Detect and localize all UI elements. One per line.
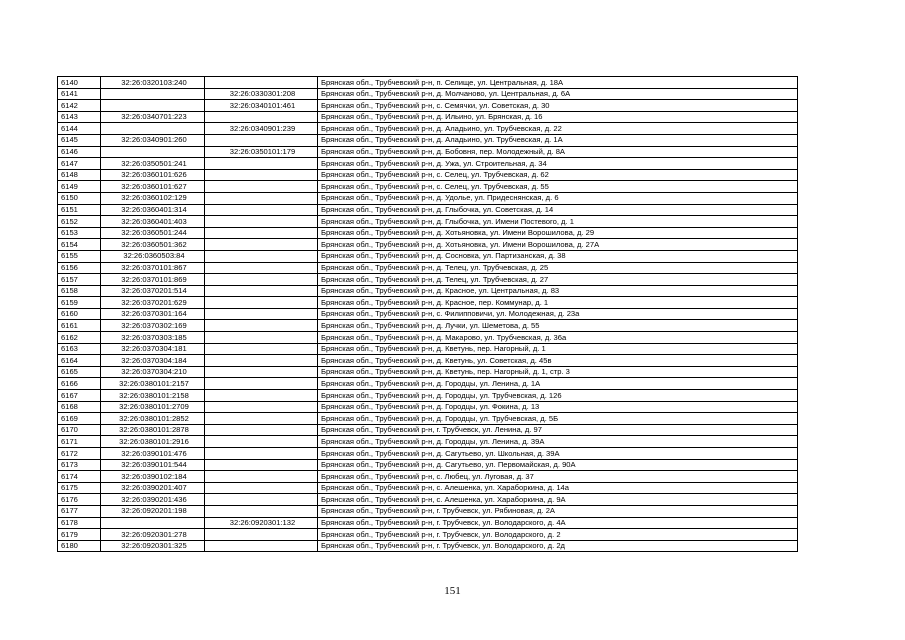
row-number-cell: 6147	[58, 158, 101, 170]
table-body	[58, 77, 798, 552]
cadastral-number-cell: 32:26:0380101:2158	[101, 390, 205, 402]
cadastral-number-cell: 32:26:0360501:362	[101, 239, 205, 251]
table-row	[58, 471, 798, 483]
address-cell: Брянская обл., Трубчевский р-н, д. Красное, ул. Центральная, д. 83	[318, 285, 798, 297]
row-number-cell: 6179	[58, 529, 101, 541]
address-cell: Брянская обл., Трубчевский р-н, г. Трубчевск, ул. Володарского, д. 4А	[318, 517, 798, 529]
cadastral-number-alt-cell	[205, 482, 318, 494]
table-row	[58, 262, 798, 274]
row-number-cell: 6150	[58, 192, 101, 204]
cadastral-number-alt-cell	[205, 378, 318, 390]
table-row	[58, 146, 798, 158]
row-number-cell: 6172	[58, 448, 101, 460]
address-cell: Брянская обл., Трубчевский р-н, с. Селец, ул. Трубчевская, д. 55	[318, 181, 798, 193]
address-cell: Брянская обл., Трубчевский р-н, д. Ильино, ул. Брянская, д. 16	[318, 111, 798, 123]
table-row	[58, 181, 798, 193]
cadastral-number-cell: 32:26:0370302:169	[101, 320, 205, 332]
address-cell: Брянская обл., Трубчевский р-н, с. Алешенка, ул. Хараборкина, д. 9А	[318, 494, 798, 506]
cadastral-number-cell: 32:26:0920301:278	[101, 529, 205, 541]
cadastral-number-cell: 32:26:0390201:407	[101, 482, 205, 494]
table-row	[58, 169, 798, 181]
table-row	[58, 88, 798, 100]
address-cell: Брянская обл., Трубчевский р-н, п. Селище, ул. Центральная, д. 18А	[318, 77, 798, 89]
row-number-cell: 6154	[58, 239, 101, 251]
cadastral-number-cell: 32:26:0920301:325	[101, 540, 205, 552]
address-cell: Брянская обл., Трубчевский р-н, д. Кветунь, пер. Нагорный, д. 1, стр. 3	[318, 366, 798, 378]
table-row	[58, 332, 798, 344]
cadastral-number-alt-cell	[205, 158, 318, 170]
address-cell: Брянская обл., Трубчевский р-н, д. Бобовня, пер. Молодежный, д. 8А	[318, 146, 798, 158]
cadastral-number-alt-cell	[205, 390, 318, 402]
cadastral-number-cell: 32:26:0380101:2916	[101, 436, 205, 448]
address-cell: Брянская обл., Трубчевский р-н, д. Аладьино, ул. Трубчевская, д. 1А	[318, 134, 798, 146]
address-cell: Брянская обл., Трубчевский р-н, д. Глыбочка, ул. Советская, д. 14	[318, 204, 798, 216]
address-cell: Брянская обл., Трубчевский р-н, д. Сагутьево, ул. Первомайская, д. 90А	[318, 459, 798, 471]
row-number-cell: 6151	[58, 204, 101, 216]
table-row	[58, 111, 798, 123]
cadastral-number-alt-cell	[205, 366, 318, 378]
row-number-cell: 6157	[58, 274, 101, 286]
row-number-cell: 6168	[58, 401, 101, 413]
table-row	[58, 308, 798, 320]
cadastral-number-alt-cell	[205, 436, 318, 448]
row-number-cell: 6174	[58, 471, 101, 483]
cadastral-number-cell: 32:26:0370101:867	[101, 262, 205, 274]
cadastral-number-alt-cell: 32:26:0350101:179	[205, 146, 318, 158]
cadastral-number-alt-cell	[205, 355, 318, 367]
row-number-cell: 6164	[58, 355, 101, 367]
cadastral-number-alt-cell: 32:26:0340101:461	[205, 100, 318, 112]
table-row	[58, 505, 798, 517]
row-number-cell: 6170	[58, 424, 101, 436]
cadastral-number-cell: 32:26:0380101:2709	[101, 401, 205, 413]
row-number-cell: 6166	[58, 378, 101, 390]
cadastral-number-cell: 32:26:0920201:198	[101, 505, 205, 517]
cadastral-number-cell: 32:26:0360503:84	[101, 250, 205, 262]
row-number-cell: 6171	[58, 436, 101, 448]
row-number-cell: 6153	[58, 227, 101, 239]
table-row	[58, 216, 798, 228]
row-number-cell: 6161	[58, 320, 101, 332]
cadastral-number-cell: 32:26:0360101:627	[101, 181, 205, 193]
cadastral-number-alt-cell	[205, 262, 318, 274]
row-number-cell: 6141	[58, 88, 101, 100]
cadastral-number-cell: 32:26:0380101:2878	[101, 424, 205, 436]
address-cell: Брянская обл., Трубчевский р-н, д. Красное, пер. Коммунар, д. 1	[318, 297, 798, 309]
cadastral-number-cell: 32:26:0390101:476	[101, 448, 205, 460]
cadastral-number-alt-cell	[205, 401, 318, 413]
address-cell: Брянская обл., Трубчевский р-н, д. Ужа, ул. Строительная, д. 34	[318, 158, 798, 170]
property-table	[57, 76, 798, 552]
cadastral-number-alt-cell	[205, 413, 318, 425]
table-row	[58, 100, 798, 112]
cadastral-number-alt-cell	[205, 134, 318, 146]
cadastral-number-cell: 32:26:0370304:210	[101, 366, 205, 378]
address-cell: Брянская обл., Трубчевский р-н, с. Любец, ул. Луговая, д. 37	[318, 471, 798, 483]
cadastral-number-cell: 32:26:0360401:314	[101, 204, 205, 216]
address-cell: Брянская обл., Трубчевский р-н, д. Лучки, ул. Шеметова, д. 55	[318, 320, 798, 332]
row-number-cell: 6176	[58, 494, 101, 506]
row-number-cell: 6158	[58, 285, 101, 297]
cadastral-number-alt-cell	[205, 320, 318, 332]
row-number-cell: 6143	[58, 111, 101, 123]
address-cell: Брянская обл., Трубчевский р-н, д. Молчаново, ул. Центральная, д. 6А	[318, 88, 798, 100]
address-cell: Брянская обл., Трубчевский р-н, д. Городцы, ул. Фокина, д. 13	[318, 401, 798, 413]
address-cell: Брянская обл., Трубчевский р-н, г. Трубчевск, ул. Ленина, д. 97	[318, 424, 798, 436]
cadastral-number-cell: 32:26:0380101:2157	[101, 378, 205, 390]
cadastral-number-alt-cell	[205, 204, 318, 216]
table-row	[58, 192, 798, 204]
row-number-cell: 6177	[58, 505, 101, 517]
cadastral-number-alt-cell	[205, 227, 318, 239]
table-row	[58, 459, 798, 471]
page-number: 151	[444, 585, 461, 597]
cadastral-number-alt-cell	[205, 540, 318, 552]
row-number-cell: 6148	[58, 169, 101, 181]
cadastral-number-alt-cell	[205, 111, 318, 123]
address-cell: Брянская обл., Трубчевский р-н, г. Трубчевск, ул. Володарского, д. 2	[318, 529, 798, 541]
row-number-cell: 6178	[58, 517, 101, 529]
table-row	[58, 204, 798, 216]
address-cell: Брянская обл., Трубчевский р-н, д. Макарово, ул. Трубчевская, д. 36а	[318, 332, 798, 344]
address-cell: Брянская обл., Трубчевский р-н, д. Городцы, ул. Трубчевская, д. 5Б	[318, 413, 798, 425]
cadastral-number-alt-cell	[205, 274, 318, 286]
table-row	[58, 123, 798, 135]
table-row	[58, 250, 798, 262]
cadastral-number-cell: 32:26:0370303:185	[101, 332, 205, 344]
address-cell: Брянская обл., Трубчевский р-н, д. Аладьино, ул. Трубчевская, д. 22	[318, 123, 798, 135]
table-row	[58, 274, 798, 286]
address-cell: Брянская обл., Трубчевский р-н, д. Сагутьево, ул. Школьная, д. 39А	[318, 448, 798, 460]
cadastral-number-alt-cell	[205, 285, 318, 297]
address-cell: Брянская обл., Трубчевский р-н, д. Глыбочка, ул. Имени Постевого, д. 1	[318, 216, 798, 228]
address-cell: Брянская обл., Трубчевский р-н, д. Кветунь, ул. Советская, д. 45в	[318, 355, 798, 367]
row-number-cell: 6160	[58, 308, 101, 320]
address-cell: Брянская обл., Трубчевский р-н, д. Телец, ул. Трубчевская, д. 25	[318, 262, 798, 274]
address-cell: Брянская обл., Трубчевский р-н, г. Трубчевск, ул. Володарского, д. 2д	[318, 540, 798, 552]
cadastral-number-cell: 32:26:0350501:241	[101, 158, 205, 170]
table-row	[58, 366, 798, 378]
address-cell: Брянская обл., Трубчевский р-н, д. Телец, ул. Трубчевская, д. 27	[318, 274, 798, 286]
row-number-cell: 6175	[58, 482, 101, 494]
cadastral-number-cell: 32:26:0380101:2852	[101, 413, 205, 425]
cadastral-number-alt-cell	[205, 343, 318, 355]
row-number-cell: 6180	[58, 540, 101, 552]
cadastral-number-cell: 32:26:0370301:164	[101, 308, 205, 320]
row-number-cell: 6163	[58, 343, 101, 355]
cadastral-number-cell: 32:26:0360401:403	[101, 216, 205, 228]
address-cell: Брянская обл., Трубчевский р-н, д. Сосновка, ул. Партизанская, д. 38	[318, 250, 798, 262]
row-number-cell: 6162	[58, 332, 101, 344]
cadastral-number-cell	[101, 100, 205, 112]
cadastral-number-cell: 32:26:0340701:223	[101, 111, 205, 123]
cadastral-number-cell: 32:26:0370304:181	[101, 343, 205, 355]
table-row	[58, 134, 798, 146]
table-row	[58, 320, 798, 332]
cadastral-number-cell: 32:26:0320103:240	[101, 77, 205, 89]
table-row	[58, 158, 798, 170]
cadastral-number-cell	[101, 123, 205, 135]
address-cell: Брянская обл., Трубчевский р-н, с. Филипповичи, ул. Молодежная, д. 23а	[318, 308, 798, 320]
cadastral-number-alt-cell	[205, 192, 318, 204]
cadastral-number-alt-cell	[205, 471, 318, 483]
row-number-cell: 6140	[58, 77, 101, 89]
cadastral-number-alt-cell	[205, 181, 318, 193]
address-cell: Брянская обл., Трубчевский р-н, д. Городцы, ул. Ленина, д. 39А	[318, 436, 798, 448]
row-number-cell: 6159	[58, 297, 101, 309]
cadastral-number-alt-cell	[205, 505, 318, 517]
row-number-cell: 6149	[58, 181, 101, 193]
table-row	[58, 401, 798, 413]
cadastral-number-alt-cell	[205, 424, 318, 436]
row-number-cell: 6145	[58, 134, 101, 146]
address-cell: Брянская обл., Трубчевский р-н, д. Городцы, ул. Трубчевская, д. 126	[318, 390, 798, 402]
table-row	[58, 390, 798, 402]
cadastral-number-alt-cell	[205, 308, 318, 320]
cadastral-number-cell: 32:26:0360101:626	[101, 169, 205, 181]
cadastral-number-cell	[101, 88, 205, 100]
cadastral-number-cell: 32:26:0340901:260	[101, 134, 205, 146]
address-cell: Брянская обл., Трубчевский р-н, д. Хотьяновка, ул. Имени Ворошилова, д. 27А	[318, 239, 798, 251]
row-number-cell: 6146	[58, 146, 101, 158]
row-number-cell: 6165	[58, 366, 101, 378]
table-row	[58, 297, 798, 309]
table-row	[58, 355, 798, 367]
address-cell: Брянская обл., Трубчевский р-н, д. Удолье, ул. Придеснянская, д. 6	[318, 192, 798, 204]
row-number-cell: 6152	[58, 216, 101, 228]
cadastral-number-alt-cell	[205, 459, 318, 471]
row-number-cell: 6144	[58, 123, 101, 135]
cadastral-number-cell	[101, 517, 205, 529]
table-row	[58, 285, 798, 297]
cadastral-number-cell: 32:26:0390201:436	[101, 494, 205, 506]
cadastral-number-cell: 32:26:0360102:129	[101, 192, 205, 204]
address-cell: Брянская обл., Трубчевский р-н, с. Семячки, ул. Советская, д. 30	[318, 100, 798, 112]
table-row	[58, 482, 798, 494]
cadastral-number-alt-cell	[205, 332, 318, 344]
table-row	[58, 424, 798, 436]
address-cell: Брянская обл., Трубчевский р-н, д. Городцы, ул. Ленина, д. 1А	[318, 378, 798, 390]
cadastral-number-cell: 32:26:0370304:184	[101, 355, 205, 367]
table-row	[58, 239, 798, 251]
row-number-cell: 6155	[58, 250, 101, 262]
cadastral-number-cell	[101, 146, 205, 158]
cadastral-number-alt-cell	[205, 77, 318, 89]
cadastral-number-cell: 32:26:0370201:514	[101, 285, 205, 297]
row-number-cell: 6156	[58, 262, 101, 274]
address-cell: Брянская обл., Трубчевский р-н, д. Хотьяновка, ул. Имени Ворошилова, д. 29	[318, 227, 798, 239]
address-cell: Брянская обл., Трубчевский р-н, с. Алешенка, ул. Хараборкина, д. 14а	[318, 482, 798, 494]
cadastral-number-alt-cell: 32:26:0340901:239	[205, 123, 318, 135]
address-cell: Брянская обл., Трубчевский р-н, с. Селец, ул. Трубчевская, д. 62	[318, 169, 798, 181]
cadastral-number-cell: 32:26:0390102:184	[101, 471, 205, 483]
row-number-cell: 6169	[58, 413, 101, 425]
cadastral-number-cell: 32:26:0370201:629	[101, 297, 205, 309]
table-row	[58, 413, 798, 425]
row-number-cell: 6167	[58, 390, 101, 402]
cadastral-number-cell: 32:26:0360501:244	[101, 227, 205, 239]
table-row	[58, 494, 798, 506]
address-cell: Брянская обл., Трубчевский р-н, д. Кветунь, пер. Нагорный, д. 1	[318, 343, 798, 355]
cadastral-number-alt-cell	[205, 239, 318, 251]
cadastral-number-alt-cell	[205, 529, 318, 541]
table-row	[58, 436, 798, 448]
cadastral-number-cell: 32:26:0370101:869	[101, 274, 205, 286]
cadastral-number-alt-cell	[205, 169, 318, 181]
cadastral-number-alt-cell: 32:26:0920301:132	[205, 517, 318, 529]
row-number-cell: 6173	[58, 459, 101, 471]
cadastral-number-cell: 32:26:0390101:544	[101, 459, 205, 471]
cadastral-number-alt-cell	[205, 448, 318, 460]
cadastral-number-alt-cell: 32:26:0330301:208	[205, 88, 318, 100]
table-row	[58, 378, 798, 390]
cadastral-number-alt-cell	[205, 297, 318, 309]
table-row	[58, 540, 798, 552]
table-row	[58, 517, 798, 529]
row-number-cell: 6142	[58, 100, 101, 112]
table-row	[58, 343, 798, 355]
table-row	[58, 227, 798, 239]
cadastral-number-alt-cell	[205, 494, 318, 506]
table-row	[58, 448, 798, 460]
table-row	[58, 77, 798, 89]
table-row	[58, 529, 798, 541]
cadastral-number-alt-cell	[205, 216, 318, 228]
cadastral-number-alt-cell	[205, 250, 318, 262]
address-cell: Брянская обл., Трубчевский р-н, г. Трубчевск, ул. Рябиновая, д. 2А	[318, 505, 798, 517]
